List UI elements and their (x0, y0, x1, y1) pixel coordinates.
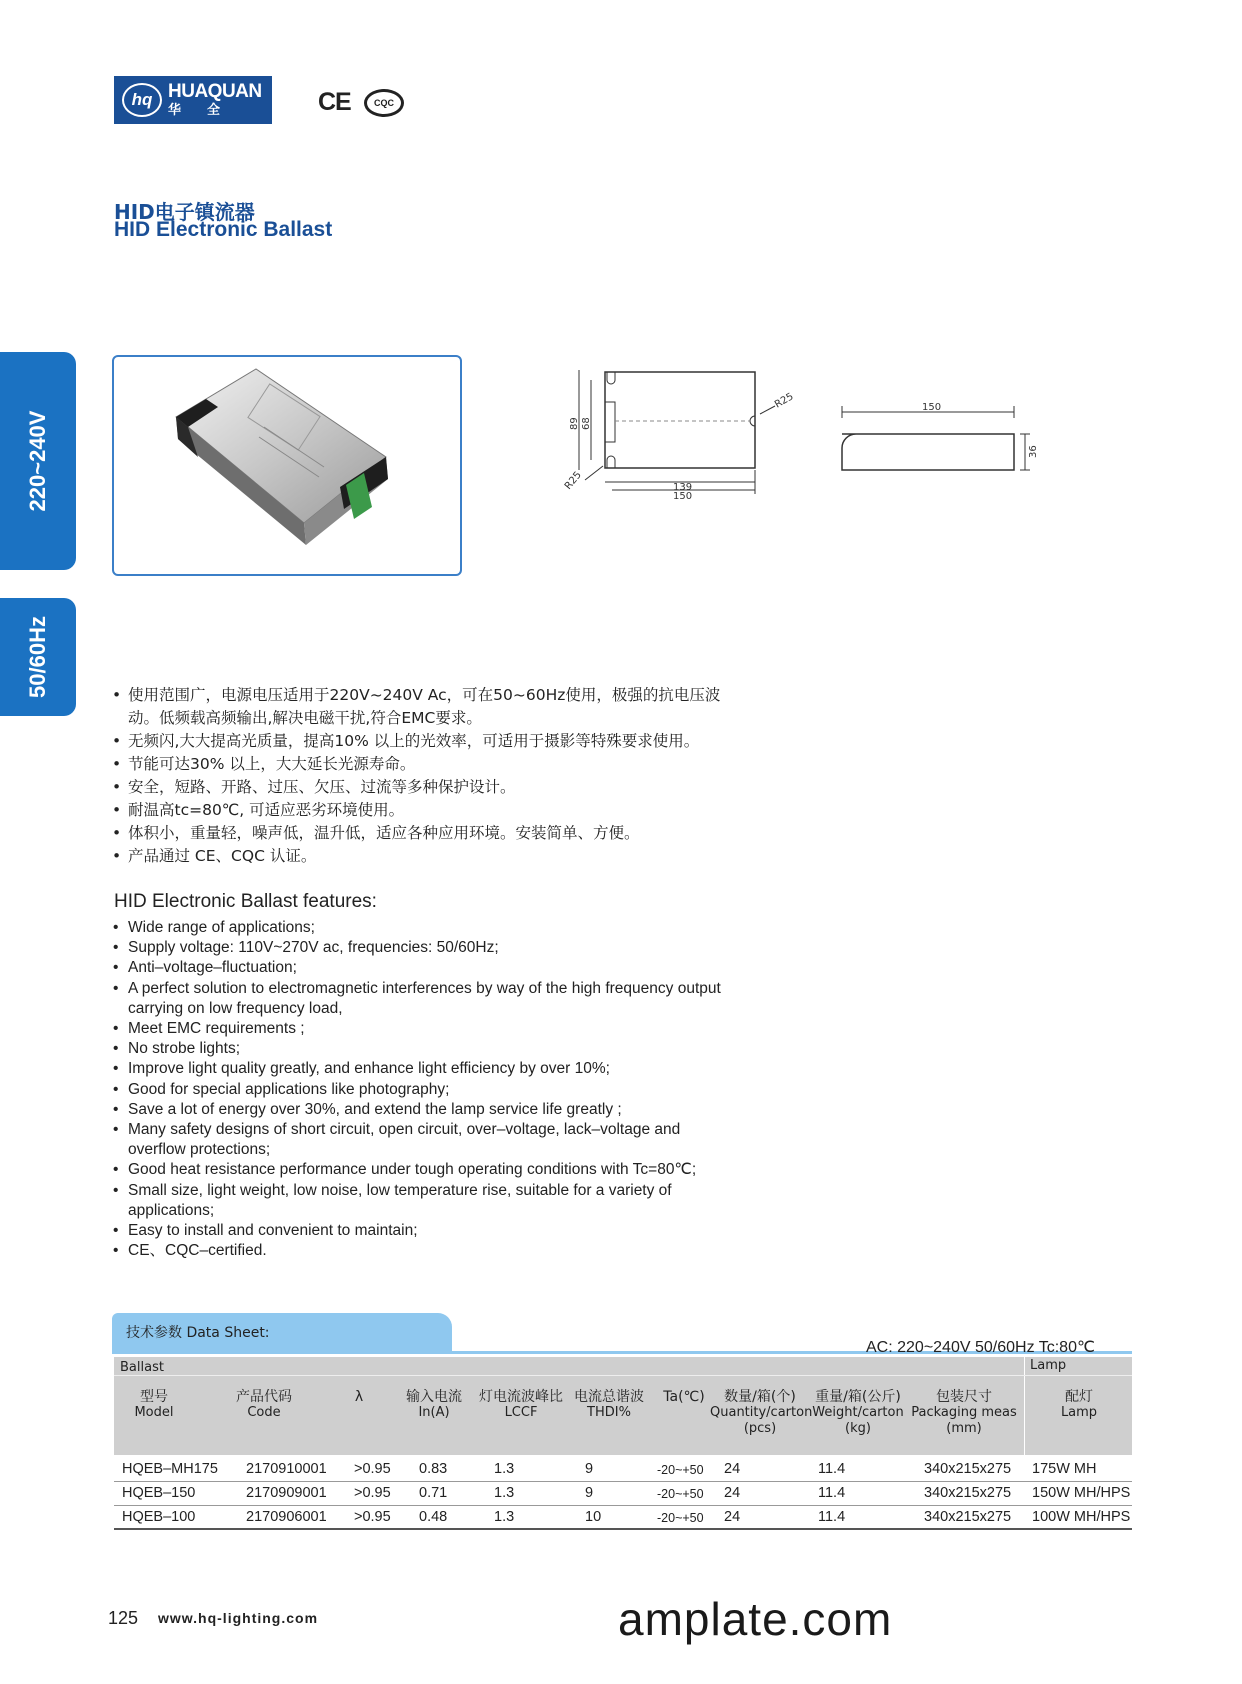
table-cell: 24 (724, 1461, 741, 1477)
feature-en-item: • Meet EMC requirements ; (112, 1019, 732, 1039)
table-cell: 100W MH/HPS (1032, 1509, 1131, 1525)
column-header-cn: 包装尺寸 (936, 1389, 992, 1405)
ac-info: AC: 220~240V 50/60Hz Tc:80℃ (866, 1339, 1095, 1356)
column-header-cn: 输入电流 (406, 1389, 462, 1405)
column-header (476, 1389, 566, 1421)
column-header (654, 1389, 714, 1405)
table-cell: -20~+50 (657, 1487, 704, 1501)
table-cell: 11.4 (818, 1485, 846, 1501)
table-row (114, 1481, 1132, 1506)
brand-name-cn: 华全 (168, 102, 247, 117)
table-row (114, 1505, 1132, 1530)
feature-en-item: • A perfect solution to electromagnetic interferences by way of the high frequency output carrying on low frequency load, (112, 979, 732, 1019)
table-cell: 2170909001 (246, 1485, 327, 1501)
column-header-cn: 配灯 (1065, 1389, 1093, 1405)
brand-logo (114, 76, 272, 124)
dim-36: 36 (1028, 445, 1039, 458)
dim-150: 150 (673, 491, 693, 502)
column-header-en: THDI% (587, 1405, 631, 1420)
table-header (114, 1357, 1132, 1455)
column-header (1026, 1389, 1132, 1421)
column-header-cn: Ta(℃) (663, 1389, 705, 1405)
product-photo (112, 355, 462, 576)
feature-cn-item: • 产品通过 CE、CQC 认证。 (112, 845, 732, 868)
ce-mark-icon: CE (318, 88, 351, 116)
dim-150-side: 150 (922, 402, 942, 413)
watermark: amplate.com (618, 1593, 893, 1645)
feature-en-item: • Save a lot of energy over 30%, and extend the lamp service life greatly ; (112, 1100, 732, 1120)
ballast-image (114, 357, 460, 574)
column-header-cn: 灯电流波峰比 (479, 1389, 563, 1405)
column-header (114, 1389, 194, 1421)
table-cell: >0.95 (354, 1461, 391, 1477)
tab-voltage: 220~240V (0, 352, 76, 570)
feature-en-item: • Supply voltage: 110V~270V ac, frequencies: 50/60Hz; (112, 938, 732, 958)
dim-139: 139 (673, 482, 693, 493)
column-header-cn: λ (354, 1389, 364, 1405)
dimension-drawing-side (840, 400, 1040, 480)
feature-en-item: • Wide range of applications; (112, 918, 732, 938)
website-link[interactable]: www.hq-lighting.com (158, 1610, 319, 1626)
column-header-en: Lamp (1060, 1405, 1098, 1420)
feature-en-item: • Anti–voltage–fluctuation; (112, 958, 732, 978)
table-cell: 11.4 (818, 1509, 846, 1525)
column-header (710, 1389, 813, 1437)
table-cell: 9 (585, 1461, 594, 1477)
column-header-en: In(A) (418, 1405, 450, 1420)
hq-logo-icon: hq (122, 83, 162, 117)
column-header-cn: 重量/箱(公斤) (815, 1389, 901, 1405)
features-title: HID Electronic Ballast features: (114, 891, 377, 912)
feature-en-item: • No strobe lights; (112, 1039, 732, 1059)
dim-68: 68 (581, 417, 592, 430)
feature-en-item: • CE、CQC–certified. (112, 1241, 732, 1261)
column-header-en: Code (247, 1405, 281, 1420)
table-cell: 175W MH (1032, 1461, 1097, 1477)
feature-cn-item: • 无频闪,大大提高光质量，提高10% 以上的光效率，可适用于摄影等特殊要求使用。 (112, 730, 732, 753)
table-cell: 150W MH/HPS (1032, 1485, 1131, 1501)
column-header (810, 1389, 906, 1437)
brand-name-en: HUAQUAN (168, 81, 262, 102)
column-header-en: Packaging meas (mm) (911, 1405, 1017, 1436)
feature-cn-item: • 节能可达30% 以上，大大延长光源寿命。 (112, 753, 732, 776)
column-header-en: Model (134, 1405, 174, 1420)
table-cell: 0.83 (419, 1461, 448, 1477)
feature-en-item: • Good heat resistance performance under tough operating conditions with Tc=80℃; (112, 1160, 732, 1180)
table-row (114, 1457, 1132, 1482)
column-header (334, 1389, 384, 1405)
table-cell: >0.95 (354, 1509, 391, 1525)
feature-en-item: • Many safety designs of short circuit, open circuit, over–voltage, lack–voltage and overflow protections; (112, 1120, 732, 1160)
cqc-mark-icon: CQC (364, 89, 404, 117)
table-cell: 1.3 (494, 1461, 515, 1477)
dim-r25-left: R25 (562, 469, 584, 492)
title-en: HID Electronic Ballast (114, 218, 333, 241)
feature-cn-item: • 体积小，重量轻，噪声低，温升低，适应各种应用环境。安装简单、方便。 (112, 822, 732, 845)
table-cell: 24 (724, 1485, 741, 1501)
table-cell: 340x215x275 (924, 1485, 1012, 1501)
table-cell: HQEB–150 (122, 1485, 196, 1501)
feature-en-item: • Small size, light weight, low noise, low temperature rise, suitable for a variety of applications; (112, 1181, 732, 1221)
table-cell: 0.71 (419, 1485, 448, 1501)
feature-cn-item: • 安全，短路、开路、过压、欠压、过流等多种保护设计。 (112, 776, 732, 799)
dim-r25-right: R25 (773, 391, 796, 411)
table-cell: 11.4 (818, 1461, 846, 1477)
group-ballast: Ballast (120, 1360, 164, 1375)
title-cn: HID电子镇流器 (114, 200, 255, 224)
column-header-cn: 电流总谐波 (574, 1389, 644, 1405)
table-cell: 24 (724, 1509, 741, 1525)
datasheet-tab: 技术参数 Data Sheet: (112, 1313, 452, 1351)
column-header-en: Quantity/carton (pcs) (710, 1405, 813, 1436)
table-cell: 9 (585, 1485, 594, 1501)
table-cell: 2170910001 (246, 1461, 327, 1477)
tab-frequency: 50/60Hz (0, 598, 76, 716)
features-en-list (112, 918, 732, 1261)
table-cell: 1.3 (494, 1485, 515, 1501)
feature-en-item: • Good for special applications like photography; (112, 1080, 732, 1100)
column-header (399, 1389, 469, 1421)
table-cell: 340x215x275 (924, 1509, 1012, 1525)
column-header-cn: 产品代码 (236, 1389, 292, 1405)
feature-cn-item: • 使用范围广，电源电压适用于220V~240V Ac，可在50~60Hz使用，极强的抗电压波动。低频载高频输出,解决电磁干扰,符合EMC要求。 (112, 684, 732, 730)
features-cn-list (112, 684, 732, 868)
column-header-en: LCCF (504, 1405, 538, 1420)
table-cell: 340x215x275 (924, 1461, 1012, 1477)
table-cell: 2170906001 (246, 1509, 327, 1525)
feature-en-item: • Improve light quality greatly, and enhance light efficiency by over 10%; (112, 1059, 732, 1079)
column-header-en: Weight/carton (kg) (812, 1405, 904, 1436)
table-cell: >0.95 (354, 1485, 391, 1501)
dimension-drawing-top (562, 362, 805, 512)
table-cell: 10 (585, 1509, 602, 1525)
table-cell: 0.48 (419, 1509, 448, 1525)
feature-cn-item: • 耐温高tc=80℃, 可适应恶劣环境使用。 (112, 799, 732, 822)
column-header-cn: 数量/箱(个) (724, 1389, 796, 1405)
column-header (204, 1389, 324, 1421)
dim-89: 89 (569, 417, 580, 430)
page-number: 125 (108, 1608, 139, 1628)
column-header-cn: 型号 (140, 1389, 168, 1405)
column-header (906, 1389, 1022, 1437)
table-cell: -20~+50 (657, 1511, 704, 1525)
table-cell: HQEB–MH175 (122, 1461, 218, 1477)
column-header (569, 1389, 649, 1421)
table-cell: 1.3 (494, 1509, 515, 1525)
feature-en-item: • Easy to install and convenient to maintain; (112, 1221, 732, 1241)
table-cell: -20~+50 (657, 1463, 704, 1477)
table-cell: HQEB–100 (122, 1509, 196, 1525)
table-bottom-rule (114, 1528, 1132, 1530)
group-lamp: Lamp (1030, 1358, 1067, 1373)
